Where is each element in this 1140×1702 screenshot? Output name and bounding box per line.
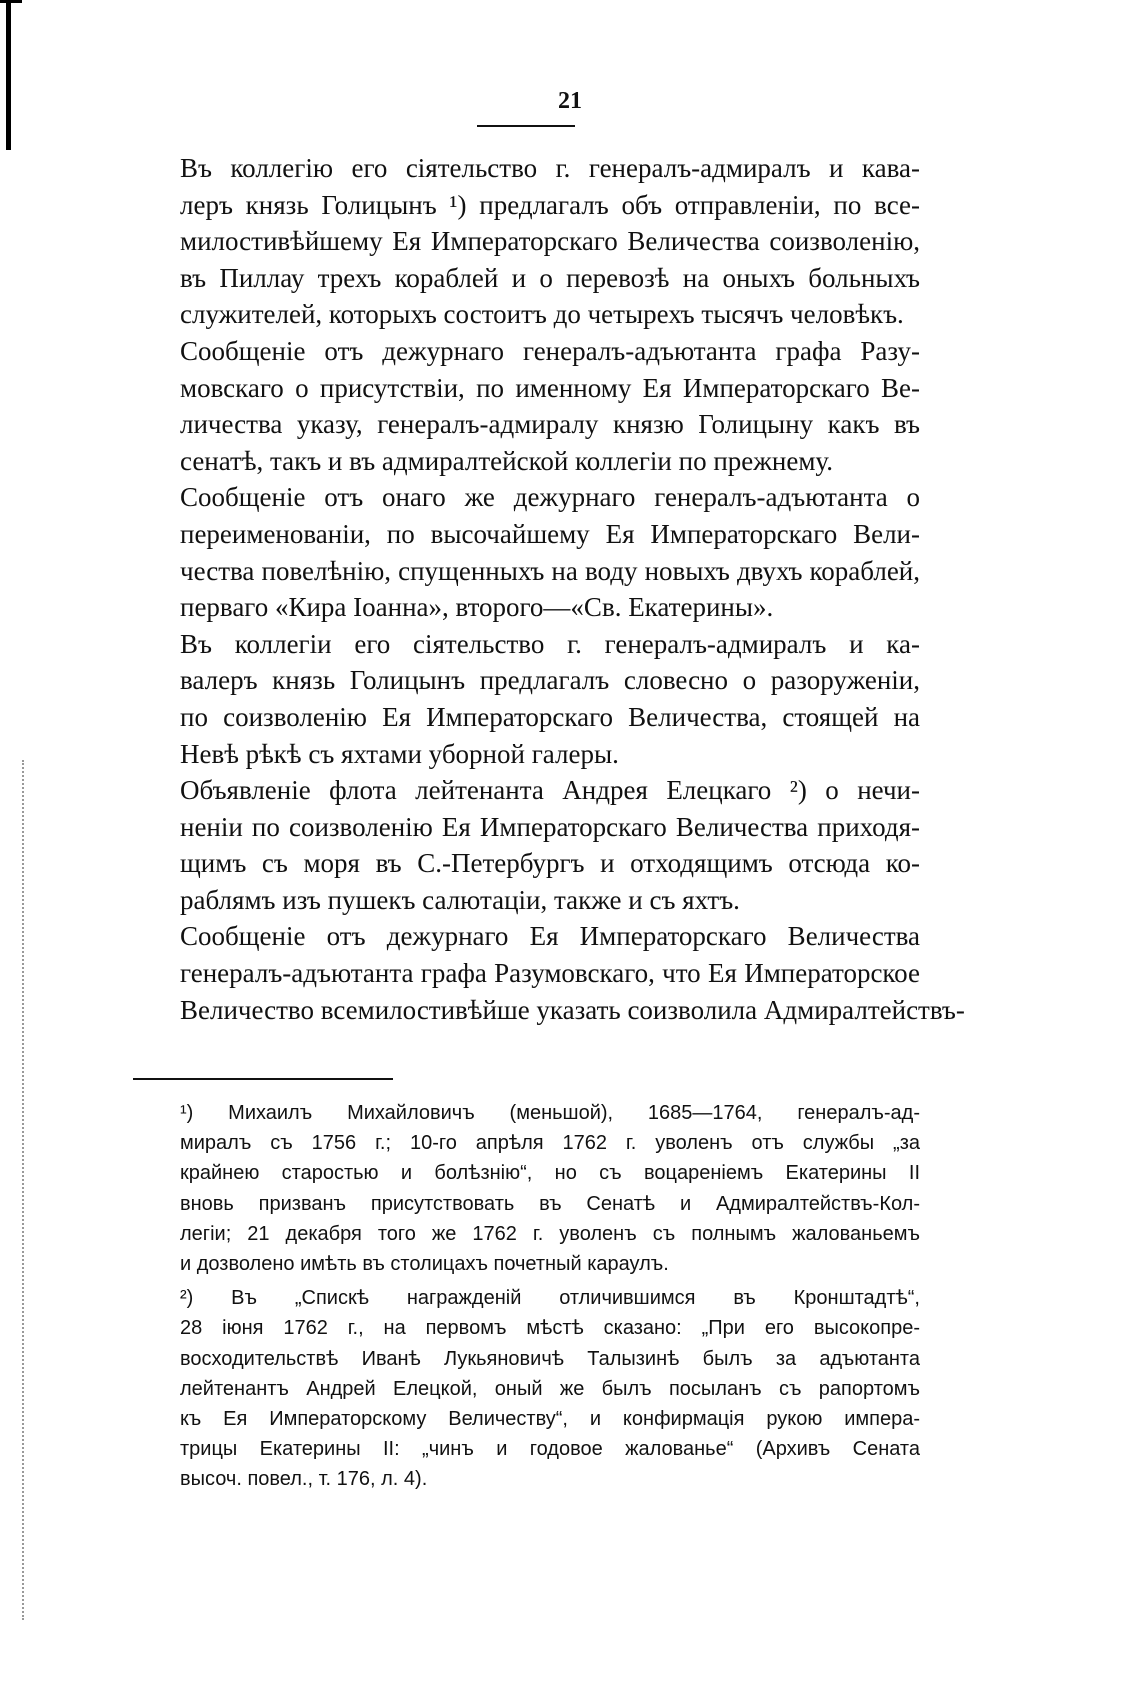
footnote-2 <box>180 1283 920 1494</box>
text-line: Величество всемилостивѣйше указать соизволила Адмиралтействъ- <box>180 994 965 1025</box>
footnote-line: трицы Екатерины II: „чинъ и годовое жалованье“ (Архивъ Сената <box>180 1438 920 1461</box>
text-line: Объявленіе флота лейтенанта Андрея Елецкаго ²) о нечи- <box>180 775 920 806</box>
text-line: Сообщеніе отъ онаго же дежурнаго генералъ-адъютанта о <box>180 482 920 513</box>
text-line: переименованіи, по высочайшему Ея Императорскаго Вели- <box>180 518 920 549</box>
main-text <box>180 150 965 1028</box>
footnote-line: 28 іюня 1762 г., на первомъ мѣстѣ сказано: „При его высокопре- <box>180 1317 920 1340</box>
footnote-1 <box>180 1098 920 1279</box>
text-line: Сообщеніе отъ дежурнаго Ея Императорскаго Величества <box>180 921 920 952</box>
footnote-line: крайнею старостью и болѣзнію“, но съ воцареніемъ Екатерины II <box>180 1162 920 1185</box>
page-number-rule <box>477 125 575 127</box>
text-line: Въ коллегію его сіятельство г. генералъ-адмиралъ и кава- <box>180 153 920 183</box>
binding-edge <box>6 0 11 150</box>
footnote-line: легіи; 21 декабря того же 1762 г. уволенъ съ полнымъ жалованьемъ <box>180 1222 920 1245</box>
text-line: валеръ князь Голицынъ предлагалъ словесно о разоруженіи, <box>180 665 920 696</box>
scan-edge-marks <box>22 760 26 1620</box>
paragraph-2 <box>180 333 920 479</box>
text-line: щимъ съ моря въ С.-Петербургъ и отходящимъ отсюда ко- <box>180 848 920 879</box>
footnote-line: ²) Въ „Спискѣ награжденій отличившимся въ Кронштадтѣ“, <box>180 1287 920 1310</box>
footnote-separator <box>133 1078 393 1080</box>
paragraph-4 <box>180 626 920 772</box>
footnote-line: къ Ея Императорскому Величеству“, и конфирмація рукою импера- <box>180 1408 920 1431</box>
footnote-line: ¹) Михаилъ Михайловичъ (меньшой), 1685—1764, генералъ-ад- <box>180 1102 920 1124</box>
footnote-line: высоч. повел., т. 176, л. 4). <box>180 1468 428 1491</box>
page-number: 21 <box>558 88 582 114</box>
text-line: по соизволенію Ея Императорскаго Величества, стоящей на <box>180 701 920 732</box>
text-line: мовскаго о присутствіи, по именному Ея Императорскаго Ве- <box>180 372 920 403</box>
paragraph-3 <box>180 479 920 625</box>
text-line: въ Пиллау трехъ кораблей и о перевозѣ на оныхъ больныхъ <box>180 262 920 293</box>
text-line: неніи по соизволенію Ея Императорскаго Величества приходя- <box>180 811 920 842</box>
text-line: перваго «Кира Іоанна», второго—«Св. Екатерины». <box>180 592 774 623</box>
text-line: служителей, которыхъ состоитъ до четырехъ тысячъ человѣкъ. <box>180 299 904 330</box>
text-line: сенатѣ, такъ и въ адмиралтейской коллегіи по прежнему. <box>180 445 833 476</box>
footnote-line: и дозволено имѣть въ столицахъ почетный караулъ. <box>180 1253 669 1276</box>
paragraph-1 <box>180 150 920 333</box>
text-line: личества указу, генералъ-адмиралу князю Голицыну какъ въ <box>180 409 920 440</box>
footnote-line: восходительствѣ Иванѣ Лукьяновичѣ Талызинѣ былъ за адъютанта <box>180 1347 920 1370</box>
paragraph-6 <box>180 918 965 1028</box>
text-line: генералъ-адъютанта графа Разумовскаго, что Ея Императорское <box>180 958 920 989</box>
footnote-line: лейтенантъ Андрей Елецкой, оный же былъ посыланъ съ рапортомъ <box>180 1377 920 1400</box>
text-line: милостивѣйшему Ея Императорскаго Величества соизволенію, <box>180 226 920 257</box>
footnote-line: миралъ съ 1756 г.; 10-го апрѣля 1762 г. уволенъ отъ службы „за <box>180 1132 920 1155</box>
text-line: Сообщеніе отъ дежурнаго генералъ-адъютанта графа Разу- <box>180 335 920 366</box>
text-line: Невѣ рѣкѣ съ яхтами уборной галеры. <box>180 738 619 769</box>
footnote-line: вновь призванъ присутствовать въ Сенатѣ и Адмиралтействъ-Кол- <box>180 1192 920 1215</box>
footnotes <box>180 1098 920 1499</box>
text-line: чества повелѣнію, спущенныхъ на воду новыхъ двухъ кораблей, <box>180 555 920 586</box>
paragraph-5 <box>180 772 920 918</box>
text-line: раблямъ изъ пушекъ салютаціи, также и съ яхтъ. <box>180 884 740 915</box>
binding-edge-top <box>0 0 22 3</box>
text-line: леръ князь Голицынъ ¹) предлагалъ объ отправленіи, по все- <box>180 189 920 220</box>
text-line: Въ коллегіи его сіятельство г. генералъ-адмиралъ и ка- <box>180 628 920 659</box>
